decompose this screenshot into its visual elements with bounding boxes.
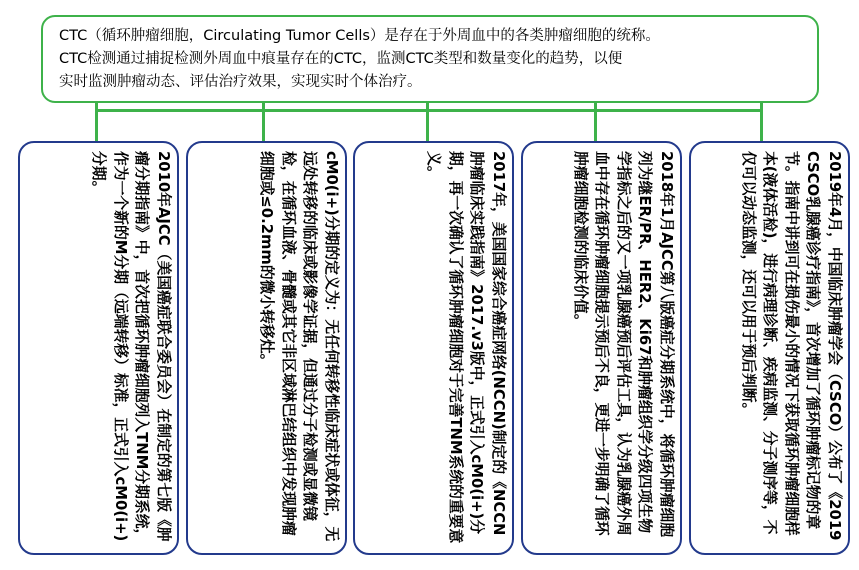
card-2017-nccn-text: 2017年，美国国家综合癌症网络(NCCN)制定的《NCCN肿瘤临床实践指南》2017.v3版中，正式引入cM0(i+)分期，再一次确认了循环肿瘤细胞对于完善TNM系统的重要意义。 (425, 151, 507, 544)
connector-drop-3 (426, 103, 429, 141)
card-2010-ajcc (18, 141, 179, 555)
card-cm0-definition (186, 141, 347, 555)
connector-drop-2 (262, 103, 265, 141)
card-2019-csco (689, 141, 850, 555)
card-2010-ajcc-text: 2010年AJCC（美国癌症联合委员会）在制定的第七版《肿瘤分期指南》中，首次把循环肿瘤细胞列入TNM分期系统，作为一个新的M分期（远端转移）标准，正式引入cM0(i+)分期。 (90, 151, 172, 544)
summary-line-1: CTC（循环肿瘤细胞，Circulating Tumor Cells）是存在于外周血中的各类肿瘤细胞的统称。 (59, 28, 660, 44)
card-2018-ajcc (521, 141, 682, 555)
connector-drop-1 (95, 103, 98, 141)
summary-line-2: CTC检测通过捕捉检测外周血中痕量存在的CTC，监测CTC类型和数量变化的趋势，以便 (59, 51, 623, 67)
card-cm0-definition-text: cM0(i+)分期的定义为：无任何转移性临床症状或体征，无远处转移的临床或影像学证据，但通过分子检测或显微镜检，在循环血液、骨髓或其它非区域淋巴结组织中发现肿瘤细胞或≤0.2mm的微小转移灶。 (258, 151, 340, 542)
summary-box (41, 15, 819, 103)
summary-line-3: 实时监测肿瘤动态、评估治疗效果，实现实时个体治疗。 (59, 74, 422, 90)
card-2019-csco-text: 2019年4月，中国临床肿瘤学会（CSCO）公布了《2019 CSCO乳腺癌诊疗指南》，首次增加了循环肿瘤标记物的章节。指南中讲到可在损伤最小的情况下获取循环肿瘤细胞样本(液体活检)，进行病理诊断、疾病监测、分子测序等，不仅可以动态监测，还可以用于预后判断。 (739, 151, 843, 541)
card-2018-ajcc-text: 2018年1月AJCC第八版癌症分期系统中，将循环肿瘤细胞列为继ER/PR、HER2、Ki67和肿瘤组织学分级四项生物学指标之后的又一项乳腺癌预后评估工具，认为乳腺癌外周血中存在循环肿瘤细胞提示预后不良，更进一步明确了循环肿瘤细胞检测的临床价值。 (571, 151, 675, 538)
card-2017-nccn (353, 141, 514, 555)
connector-drop-4 (594, 103, 597, 141)
connector-drop-5 (760, 103, 763, 141)
